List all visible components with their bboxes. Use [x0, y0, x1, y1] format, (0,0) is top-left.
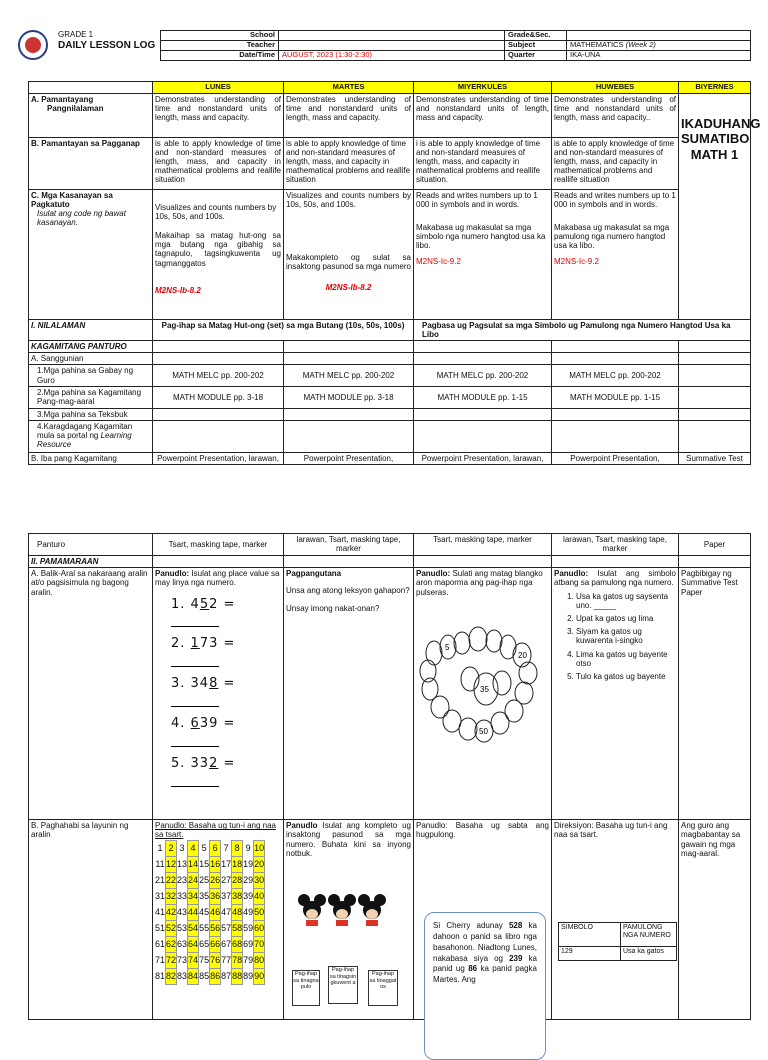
paghahabi-label: B. Paghahabi sa layunin ng aralin: [29, 820, 153, 1020]
symbol-col-header: SIMBOLO: [559, 923, 621, 947]
kagamitang-tue: MATH MODULE pp. 3-18: [284, 386, 414, 408]
chart-number-cell: 70: [254, 936, 265, 952]
friday-summative-title: IKADUHANG SUMATIBO MATH 1: [679, 93, 751, 319]
chart-number-cell: 82: [166, 968, 177, 984]
chart-number-cell: 83: [177, 970, 188, 981]
chart-number-cell: 90: [254, 968, 265, 984]
paghahabi-thu: Direksiyon: Basaha ug tun-i ang naa sa tsart. SIMBOLO PAMULONG NGA NUMERO 129 Usa ka gatos: [552, 820, 679, 1020]
gabay-wed: MATH MELC pp. 200-202: [414, 365, 552, 386]
chart-number-cell: 12: [166, 856, 177, 872]
performance-standard-tue: is able to apply knowledge of time and non-standard measures of length, mass, and capacity in mathematical problems and reallife situation: [284, 137, 414, 189]
chart-number-cell: 43: [177, 906, 188, 917]
competency-mon: Visualizes and counts numbers by 10s, 50s, and 100s. Makaihap sa matag hut-ong sa mga butang nga gibahig sa tagnapulo, tagsingkuwenta ug tagmanggatos M2NS-Ib-8.2: [153, 189, 284, 319]
number-words-list: [554, 592, 676, 682]
chart-number-cell: 73: [177, 954, 188, 965]
row-label-kasanayan: C. Mga Kasanayan sa Pagkatuto Isulat ang code ng bawat kasanayan.: [29, 189, 153, 319]
chart-number-cell: 31: [155, 890, 166, 901]
chart-number-cell: 80: [254, 952, 265, 968]
school-label: School: [161, 31, 279, 41]
chart-number-cell: 44: [188, 904, 199, 920]
chart-number-cell: 14: [188, 856, 199, 872]
chart-number-cell: 19: [243, 858, 254, 869]
hundred-chart: [155, 840, 265, 985]
chart-number-cell: 48: [232, 904, 243, 920]
chart-number-cell: 76: [210, 952, 221, 968]
chart-number-cell: 35: [199, 890, 210, 901]
panturo-tue: larawan, Tsart, masking tape, marker: [284, 534, 414, 556]
kagamitang-wed: MATH MODULE pp. 1-15: [414, 386, 552, 408]
quarter-value: IKA-UNA: [567, 51, 751, 61]
bead-label: 5: [445, 642, 450, 652]
kagamitang-mon: MATH MODULE pp. 3-18: [153, 386, 284, 408]
list-item: 3. Siyam ka gatos ug kuwarenta i-singko: [576, 627, 676, 645]
panturo-wed: Tsart, masking tape, marker: [414, 534, 552, 556]
answer-blank[interactable]: [171, 776, 219, 787]
balik-fri: Pagbibigay ng Summative Test Paper: [679, 568, 751, 820]
doc-title: DAILY LESSON LOG: [58, 40, 156, 51]
chart-number-cell: 86: [210, 968, 221, 984]
chart-number-cell: 60: [254, 920, 265, 936]
datetime-value: AUGUST, 2023 (1:30-2:30): [279, 51, 505, 61]
school-value[interactable]: [279, 31, 505, 41]
list-item: 4. Lima ka gatos ug bayente otso: [576, 650, 676, 668]
gradesec-label: Grade&Sec.: [505, 31, 567, 41]
chart-number-cell: 74: [188, 952, 199, 968]
teksbuk-label: 3.Mga pahina sa Teksbuk: [29, 408, 153, 420]
chart-number-cell: 84: [188, 968, 199, 984]
chart-number-cell: 37: [221, 890, 232, 901]
competency-wed: Reads and writes numbers up to 1 000 in symbols and in words. Makabasa ug makasulat sa mga simbolo nga numero hangtod usa ka libo. M2NS-Ic-9.2: [414, 189, 552, 319]
chart-number-cell: 33: [177, 890, 188, 901]
chart-number-cell: 47: [221, 906, 232, 917]
place-value-item: 5. 332 =: [171, 757, 281, 787]
corner-cell: [29, 82, 153, 94]
competency-thu: Reads and writes numbers up to 1 000 in symbols and in words. Makabasa ug makasulat sa mga pamulong nga numero hangtod usa ka libo. M2NS-Ic-9.2: [552, 189, 679, 319]
bead-label: 20: [518, 650, 527, 660]
place-value-item: 3. 348 =: [171, 677, 281, 707]
answer-blank[interactable]: [171, 656, 219, 667]
performance-standard-thu: is able to apply knowledge of time and non-standard measures of length, mass, and capacity in mathematical problems and reallife situation: [552, 137, 679, 189]
count-card: Pag-ihap sa tinagsin gkuwent a: [328, 966, 358, 1004]
word-problem-box: Si Cherry adunay 528 ka dahoon o panid sa libro nga basahonon. Niadtong Lunes, nakabasa siya og 239 ka panid ug 86 ka panid pagka Martes. Ang: [424, 912, 546, 1060]
chart-number-cell: 46: [210, 904, 221, 920]
chart-number-cell: 36: [210, 888, 221, 904]
chart-number-cell: 11: [155, 858, 165, 869]
chart-number-cell: 66: [210, 936, 221, 952]
day-header-fri: BIYERNES: [679, 82, 751, 94]
chart-number-cell: 26: [210, 872, 221, 888]
chart-number-cell: 17: [221, 858, 232, 869]
chart-number-cell: 10: [254, 840, 265, 856]
chart-number-cell: 29: [243, 874, 254, 885]
panturo-thu: larawan, Tsart, masking tape, marker: [552, 534, 679, 556]
iba-label: B. Iba pang Kagamitang: [29, 452, 153, 464]
chart-number-cell: 52: [166, 920, 177, 936]
chart-number-cell: 68: [232, 936, 243, 952]
row-label-pagganap: B. Pamantayan sa Pagganap: [29, 137, 153, 189]
chart-number-cell: 42: [166, 904, 177, 920]
bead-bracelet-illustration: [416, 603, 546, 763]
day-header-wed: MIYERKULES: [414, 82, 552, 94]
subject-label: Subject: [505, 41, 567, 51]
chart-number-cell: 6: [210, 840, 221, 856]
chart-number-cell: 5: [201, 842, 207, 853]
chart-number-cell: 18: [232, 856, 243, 872]
chart-number-cell: 2: [166, 840, 177, 856]
content-standard-tue: Demonstrates understanding of time and nonstandard units of length, mass and capacity.: [284, 93, 414, 137]
chart-number-cell: 24: [188, 872, 199, 888]
chart-number-cell: 45: [199, 906, 210, 917]
quarter-label: Quarter: [505, 51, 567, 61]
header-table: [160, 30, 751, 61]
bead-label: 50: [479, 726, 488, 736]
bead-label: 35: [480, 684, 489, 694]
pamamaraan-label: II. PAMAMARAAN: [29, 556, 153, 568]
chart-number-cell: 88: [232, 968, 243, 984]
kagamitan-label: KAGAMITANG PANTURO: [29, 341, 153, 353]
datetime-label: Date/Time: [161, 51, 279, 61]
lesson-log-table-page2: [28, 533, 751, 1020]
day-header-tue: MARTES: [284, 82, 414, 94]
chart-number-cell: 7: [223, 842, 229, 853]
gabay-thu: MATH MELC pp. 200-202: [552, 365, 679, 386]
chart-number-cell: 55: [199, 922, 210, 933]
day-header-thu: HUWEBES: [552, 82, 679, 94]
count-card: Pag-ihap sa tinaggat os: [368, 970, 398, 1006]
gradesec-value[interactable]: [567, 31, 751, 41]
kagamitang-label: 2.Mga pahina sa Kagamitang Pang-mag-aaral: [29, 386, 153, 408]
balik-tue: Pagpangutana Unsa ang atong leksyon gahapon? Unsay imong nakat-onan?: [284, 568, 414, 820]
chart-number-cell: 56: [210, 920, 221, 936]
chart-number-cell: 77: [221, 954, 232, 965]
word-cell: Usa ka gatos: [621, 947, 677, 961]
balik-thu: Panudlo: Isulat ang simbolo atbang sa pamulong nga numero. 1. Usa ka gatos ug saysenta uno. _____ 2. Upat ka gatos ug lima 3. Siyam ka gatos ug kuwarenta i-singko 4. Lima ka gatos ug bayente otso 5. Tulo ka gatos ug bayente: [552, 568, 679, 820]
chart-number-cell: 39: [243, 890, 254, 901]
chart-number-cell: 38: [232, 888, 243, 904]
content-standard-wed: Demonstrates understanding of time and nonstandard units of length, mass and capacity.: [414, 93, 552, 137]
chart-number-cell: 53: [177, 922, 188, 933]
chart-number-cell: 13: [177, 858, 188, 869]
chart-number-cell: 1: [157, 842, 163, 853]
karagdagang-label: 4.Karagdagang Kagamitan mula sa portal ng Learning Resource: [29, 420, 153, 452]
mickey-mouse-illustration: [292, 892, 392, 928]
chart-number-cell: 61: [155, 938, 166, 949]
panturo-mon: Tsart, masking tape, marker: [153, 534, 284, 556]
chart-number-cell: 25: [199, 874, 210, 885]
balik-mon: Panudlo: Isulat ang place value sa may linya nga numero. 1. 452 = 2. 173 = 3. 348 = 4. 639 = 5. 332 =: [153, 568, 284, 820]
chart-number-cell: 30: [254, 872, 265, 888]
subject-value: MATHEMATICS (Week 2): [567, 41, 751, 51]
balik-wed: Panudlo: Sulati ang matag blangko aron maporma ang pag-ihap nga pulseras. 5 20 35 50: [414, 568, 552, 820]
paghahabi-tue: Panudlo Isulat ang kompleto ug insaktong pasunod sa mga numero. Buhata kini sa inyong notbuk. Pag-ihap sa tinagna pulo Pag-ihap sa tinagsin gkuwent a Pag-ihap sa tinaggat os: [284, 820, 414, 1020]
chart-number-cell: 15: [199, 858, 210, 869]
word-col-header: PAMULONG NGA NUMERO: [621, 923, 677, 947]
chart-number-cell: 28: [232, 872, 243, 888]
chart-number-cell: 69: [243, 938, 254, 949]
chart-number-cell: 59: [243, 922, 254, 933]
paghahabi-mon: Panudlo: Basaha ug tun-i ang naa sa tsart. 1 2 3 4 5 6 7 8 9 10 11 12 13 14 15 16 17 18 19 20 21 22 23 24 25 26 27 28 29 30 31 32 33 34 35 36 37 38 39 40 41 42 43 44 45 46 47 48 49 50 51 52 53 54 55 56 57 58 59 60 61 62 63 64 65 66 67 68 69 70 71 72 73 74 75 76 77 78 79 80 81 82 83 84 85 86 87 88 89 90: [153, 820, 284, 1020]
answer-blank[interactable]: [171, 696, 219, 707]
paghahabi-wed: Panudlo: Basaha ug sabta ang hugpulong. Si Cherry adunay 528 ka dahoon o panid sa libro nga basahonon. Niadtong Lunes, nakabasa siya og 239 ka panid ug 86 ka panid pagka Martes. Ang: [414, 820, 552, 1020]
chart-number-cell: 22: [166, 872, 177, 888]
chart-number-cell: 78: [232, 952, 243, 968]
chart-number-cell: 67: [221, 938, 232, 949]
chart-number-cell: 8: [232, 840, 243, 856]
place-value-item: 1. 452 =: [171, 598, 281, 628]
chart-number-cell: 71: [155, 954, 166, 965]
grade-label: GRADE 1: [58, 30, 94, 39]
iba-fri: Summative Test: [679, 452, 751, 464]
nilalaman-wed-thu: Pagbasa ug Pagsulat sa mga Simbolo ug Pamulong nga Numero Hangtod Usa ka Libo: [414, 319, 751, 340]
chart-number-cell: 89: [243, 970, 254, 981]
chart-number-cell: 21: [155, 874, 166, 885]
performance-standard-mon: is able to apply knowledge of time and non-standard measures of length, mass, and capacity in mathematical problems and reallife situation: [153, 137, 284, 189]
chart-number-cell: 72: [166, 952, 177, 968]
chart-number-cell: 63: [177, 938, 188, 949]
chart-number-cell: 40: [254, 888, 265, 904]
teacher-value[interactable]: [279, 41, 505, 51]
teacher-label: Teacher: [161, 41, 279, 51]
content-standard-mon: Demonstrates understanding of time and nonstandard units of length, mass and capacity.: [153, 93, 284, 137]
chart-number-cell: 9: [245, 842, 251, 853]
list-item: 5. Tulo ka gatos ug bayente: [576, 672, 676, 681]
symbol-cell: 129: [559, 947, 621, 961]
iba-wed: Powerpoint Presentation, larawan,: [414, 452, 552, 464]
chart-number-cell: 23: [177, 874, 188, 885]
balik-label: A. Balik-Aral sa nakaraang aralin at/o pagsisimula ng bagong aralin.: [29, 568, 153, 820]
iba-mon: Powerpoint Presentation, larawan,: [153, 452, 284, 464]
day-header-mon: LUNES: [153, 82, 284, 94]
chart-number-cell: 87: [221, 970, 232, 981]
panturo-fri: Paper: [679, 534, 751, 556]
chart-number-cell: 51: [155, 922, 166, 933]
chart-number-cell: 85: [199, 970, 210, 981]
answer-blank[interactable]: [171, 736, 219, 747]
gabay-label: 1.Mga pahina sa Gabay ng Guro: [29, 365, 153, 386]
deped-seal-logo: [18, 30, 48, 60]
chart-number-cell: 4: [188, 840, 199, 856]
chart-number-cell: 79: [243, 954, 254, 965]
lesson-log-table: [28, 81, 761, 465]
place-value-item: 2. 173 =: [171, 637, 281, 667]
nilalaman-label: I. NILALAMAN: [29, 319, 153, 340]
chart-number-cell: 27: [221, 874, 232, 885]
competency-tue: Visualizes and counts numbers by 10s, 50s, and 100s. Makakompleto og sulat sa insaktong pasunod sa mga numero M2NS-Ib-8.2: [284, 189, 414, 319]
gabay-mon: MATH MELC pp. 200-202: [153, 365, 284, 386]
chart-number-cell: 20: [254, 856, 265, 872]
paghahabi-fri: Ang guro ang magbabantay sa gawain ng mga mag-aaral.: [679, 820, 751, 1020]
chart-number-cell: 54: [188, 920, 199, 936]
chart-number-cell: 65: [199, 938, 210, 949]
row-label-pamantayang: A. Pamantayang Pangnilalaman: [29, 93, 153, 137]
panturo-label: Panturo: [29, 534, 153, 556]
chart-number-cell: 50: [254, 904, 265, 920]
kagamitang-thu: MATH MODULE pp. 1-15: [552, 386, 679, 408]
list-item: 1. Usa ka gatos ug saysenta uno. _____: [576, 592, 676, 610]
iba-thu: Powerpoint Presentation,: [552, 452, 679, 464]
list-item: 2. Upat ka gatos ug lima: [576, 614, 676, 623]
chart-number-cell: 16: [210, 856, 221, 872]
chart-number-cell: 34: [188, 888, 199, 904]
chart-number-cell: 75: [199, 954, 210, 965]
content-standard-thu: Demonstrates understanding of time and nonstandard units of length, mass and capacity..: [552, 93, 679, 137]
chart-number-cell: 3: [179, 842, 185, 853]
sanggunian-label: A. Sanggunian: [29, 353, 153, 365]
answer-blank[interactable]: [171, 616, 219, 627]
count-card: Pag-ihap sa tinagna pulo: [292, 970, 320, 1006]
chart-number-cell: 81: [155, 970, 166, 981]
chart-number-cell: 62: [166, 936, 177, 952]
place-value-item: 4. 639 =: [171, 717, 281, 747]
chart-number-cell: 64: [188, 936, 199, 952]
chart-number-cell: 32: [166, 888, 177, 904]
iba-tue: Powerpoint Presentation,: [284, 452, 414, 464]
chart-number-cell: 58: [232, 920, 243, 936]
chart-number-cell: 49: [243, 906, 254, 917]
chart-number-cell: 57: [221, 922, 232, 933]
chart-number-cell: 41: [155, 906, 166, 917]
nilalaman-mon-tue: Pag-ihap sa Matag Hut-ong (set) sa mga Butang (10s, 50s, 100s): [153, 319, 414, 340]
performance-standard-wed: i is able to apply knowledge of time and non-standard measures of length, mass, and capacity in mathematical problems and reallife situation.: [414, 137, 552, 189]
gabay-tue: MATH MELC pp. 200-202: [284, 365, 414, 386]
symbol-word-table: [558, 922, 677, 961]
